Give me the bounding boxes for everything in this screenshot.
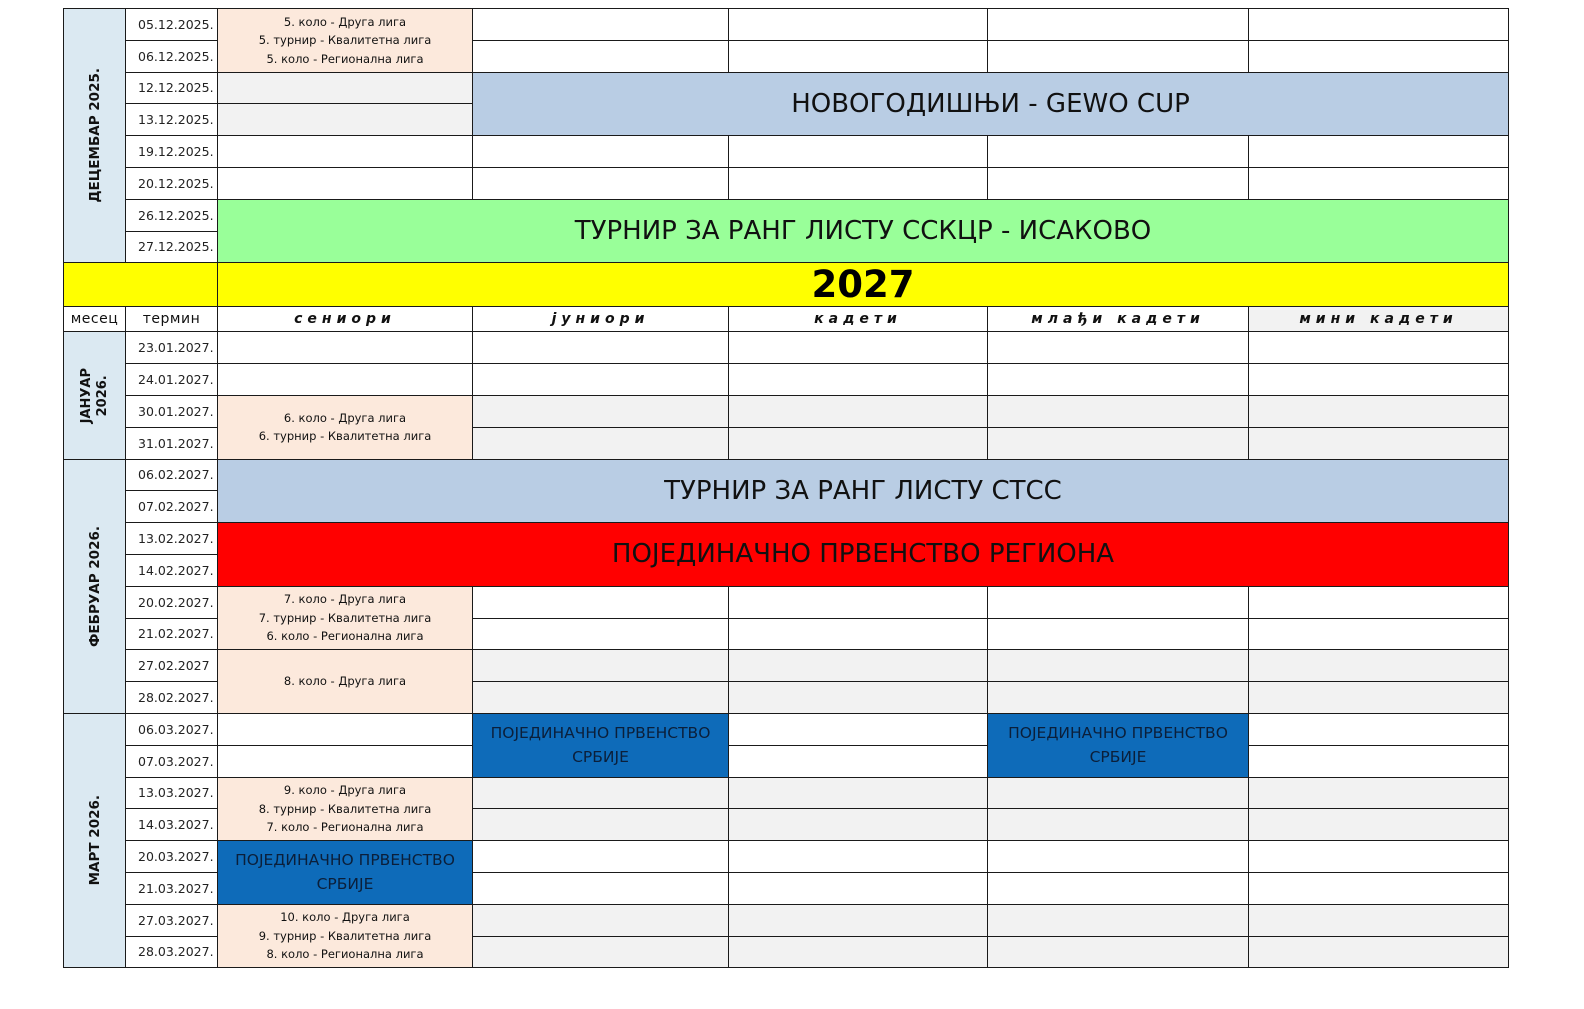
cell — [473, 841, 729, 873]
event-line: ПОЈЕДИНАЧНО ПРВЕНСТВО — [490, 724, 711, 743]
cell — [473, 904, 729, 936]
date-cell: 13.02.2027. — [126, 523, 218, 555]
cell — [988, 427, 1249, 459]
league-line: 9. турнир - Квалитетна лига — [258, 928, 432, 943]
cell — [729, 167, 988, 199]
table-row — [64, 904, 1509, 936]
cell — [473, 167, 729, 199]
cell — [1249, 936, 1509, 968]
month-cell-feb2026 — [64, 459, 126, 713]
cell — [1249, 618, 1509, 650]
cell — [1249, 745, 1509, 777]
date-cell: 26.12.2025. — [126, 199, 218, 231]
table-row — [64, 841, 1509, 873]
month-label-line: ЈАНУАР — [78, 367, 94, 424]
cell — [1249, 427, 1509, 459]
date-cell: 27.02.2027 — [126, 650, 218, 682]
date-cell: 20.02.2027. — [126, 586, 218, 618]
schedule-table — [63, 8, 1509, 968]
date-cell: 23.01.2027. — [126, 332, 218, 364]
cell — [988, 904, 1249, 936]
month-cell-mar2026 — [64, 713, 126, 967]
cell — [988, 872, 1249, 904]
cell — [1249, 136, 1509, 168]
league-cell — [218, 586, 473, 650]
date-cell: 31.01.2027. — [126, 427, 218, 459]
cell — [1249, 809, 1509, 841]
cell — [218, 713, 473, 745]
date-cell: 13.03.2027. — [126, 777, 218, 809]
date-cell: 06.03.2027. — [126, 713, 218, 745]
league-line: 7. коло - Друга лига — [283, 592, 407, 607]
date-cell: 24.01.2027. — [126, 364, 218, 396]
cell — [1249, 872, 1509, 904]
cell — [1249, 713, 1509, 745]
league-line: 10. коло - Друга лига — [280, 910, 410, 925]
month-label: ФЕБРУАР 2026. — [86, 525, 103, 647]
table-row — [64, 713, 1509, 745]
date-cell: 27.12.2025. — [126, 231, 218, 263]
cell — [729, 745, 988, 777]
month-label — [79, 368, 111, 423]
cell — [988, 809, 1249, 841]
date-cell: 14.02.2027. — [126, 554, 218, 586]
league-line: 5. коло - Регионална лига — [266, 51, 424, 66]
event-line: СРБИЈЕ — [1089, 748, 1147, 767]
cell — [473, 9, 729, 41]
cell — [473, 936, 729, 968]
month-label-line: 2026. — [94, 374, 110, 417]
event-line: СРБИЈЕ — [572, 748, 629, 767]
date-cell: 20.03.2027. — [126, 841, 218, 873]
cell — [218, 167, 473, 199]
event-line: ПОЈЕДИНАЧНО ПРВЕНСТВО — [235, 851, 455, 870]
cell — [988, 841, 1249, 873]
header-young-cadets: млађи кадети — [988, 307, 1249, 332]
date-cell: 27.03.2027. — [126, 904, 218, 936]
event-line: СРБИЈЕ — [316, 875, 374, 894]
cell — [729, 136, 988, 168]
date-cell: 19.12.2025. — [126, 136, 218, 168]
date-cell: 14.03.2027. — [126, 809, 218, 841]
month-cell-jan2026 — [64, 332, 126, 459]
cell — [988, 777, 1249, 809]
table-row — [64, 459, 1509, 491]
cell — [1249, 682, 1509, 714]
cell — [473, 40, 729, 72]
cell — [988, 618, 1249, 650]
date-cell: 06.12.2025. — [126, 40, 218, 72]
league-line: 6. коло - Регионална лига — [266, 629, 424, 644]
cell — [473, 777, 729, 809]
league-line: 8. турнир - Квалитетна лига — [258, 801, 432, 816]
header-cadets: кадети — [729, 307, 988, 332]
date-cell: 21.03.2027. — [126, 872, 218, 904]
cell — [729, 713, 988, 745]
table-row — [64, 364, 1509, 396]
league-line: 7. коло - Регионална лига — [266, 820, 424, 835]
header-juniors: јуниори — [473, 307, 729, 332]
cell — [473, 618, 729, 650]
date-cell: 28.02.2027. — [126, 682, 218, 714]
cell — [218, 745, 473, 777]
cell — [473, 395, 729, 427]
month-label: ДЕЦЕМБАР 2025. — [86, 68, 103, 203]
header-row — [64, 307, 1509, 332]
schedule-sheet — [63, 8, 1508, 993]
header-seniors: сениори — [218, 307, 473, 332]
league-cell — [218, 9, 473, 73]
cell — [729, 9, 988, 41]
cell — [729, 586, 988, 618]
cell — [1249, 841, 1509, 873]
cell — [988, 9, 1249, 41]
cell — [988, 136, 1249, 168]
cell — [218, 104, 473, 136]
league-line: 8. коло - Регионална лига — [266, 947, 424, 962]
event-serbia-championship-young-cadets — [988, 713, 1249, 777]
event-new-year-cup: НОВОГОДИШЊИ - GEWO CUP — [473, 72, 1509, 136]
cell — [729, 682, 988, 714]
year-row — [64, 263, 1509, 307]
event-serbia-championship-seniors — [218, 841, 473, 905]
cell — [729, 364, 988, 396]
date-cell: 28.03.2027. — [126, 936, 218, 968]
league-line: 5. коло - Друга лига — [283, 14, 407, 29]
cell — [729, 40, 988, 72]
league-line: 6. турнир - Квалитетна лига — [258, 429, 432, 444]
date-cell: 07.02.2027. — [126, 491, 218, 523]
league-line: 9. коло - Друга лига — [283, 783, 407, 798]
table-row — [64, 586, 1509, 618]
date-cell: 12.12.2025. — [126, 72, 218, 104]
cell — [218, 72, 473, 104]
cell — [988, 586, 1249, 618]
cell — [473, 427, 729, 459]
date-cell: 06.02.2027. — [126, 459, 218, 491]
league-line: 5. турнир - Квалитетна лига — [258, 33, 432, 48]
cell — [729, 809, 988, 841]
cell — [729, 936, 988, 968]
cell — [218, 136, 473, 168]
cell — [473, 364, 729, 396]
year-title: 2027 — [218, 263, 1509, 307]
cell — [1249, 167, 1509, 199]
table-row — [64, 777, 1509, 809]
cell — [1249, 586, 1509, 618]
month-label: МАРТ 2026. — [86, 795, 103, 886]
event-line: ПОЈЕДИНАЧНО ПРВЕНСТВО — [1008, 724, 1228, 743]
cell — [988, 395, 1249, 427]
cell — [729, 395, 988, 427]
table-row — [64, 9, 1509, 41]
cell — [1249, 9, 1509, 41]
cell — [988, 364, 1249, 396]
cell — [1249, 650, 1509, 682]
cell — [988, 332, 1249, 364]
month-cell-dec2025 — [64, 9, 126, 263]
cell — [218, 364, 473, 396]
league-cell — [218, 777, 473, 841]
cell — [1249, 904, 1509, 936]
cell — [1249, 40, 1509, 72]
cell — [729, 872, 988, 904]
cell — [473, 332, 729, 364]
league-line: 7. турнир - Квалитетна лига — [258, 610, 432, 625]
cell — [473, 682, 729, 714]
table-row — [64, 523, 1509, 555]
year-left-cell — [64, 263, 218, 307]
league-cell — [218, 650, 473, 714]
table-row — [64, 72, 1509, 104]
table-row — [64, 332, 1509, 364]
cell — [1249, 777, 1509, 809]
table-row — [64, 136, 1509, 168]
league-line: 8. коло - Друга лига — [283, 674, 407, 689]
cell — [473, 650, 729, 682]
cell — [729, 332, 988, 364]
cell — [729, 777, 988, 809]
date-cell: 13.12.2025. — [126, 104, 218, 136]
date-cell: 05.12.2025. — [126, 9, 218, 41]
cell — [988, 936, 1249, 968]
cell — [218, 332, 473, 364]
cell — [729, 618, 988, 650]
cell — [473, 136, 729, 168]
header-mini-cadets: мини кадети — [1249, 307, 1509, 332]
cell — [988, 682, 1249, 714]
cell — [1249, 364, 1509, 396]
event-regional-championship: ПОЈЕДИНАЧНО ПРВЕНСТВО РЕГИОНА — [218, 523, 1509, 587]
header-month: месец — [64, 307, 126, 332]
event-serbia-championship-juniors — [473, 713, 729, 777]
cell — [729, 650, 988, 682]
date-cell: 21.02.2027. — [126, 618, 218, 650]
cell — [988, 650, 1249, 682]
cell — [729, 841, 988, 873]
date-cell: 20.12.2025. — [126, 167, 218, 199]
table-row — [64, 650, 1509, 682]
date-cell: 30.01.2027. — [126, 395, 218, 427]
event-ranking-stss: ТУРНИР ЗА РАНГ ЛИСТУ СТСС — [218, 459, 1509, 523]
table-row — [64, 199, 1509, 231]
cell — [473, 809, 729, 841]
cell — [473, 872, 729, 904]
cell — [1249, 395, 1509, 427]
league-cell — [218, 904, 473, 968]
league-cell — [218, 395, 473, 459]
cell — [988, 167, 1249, 199]
header-term: термин — [126, 307, 218, 332]
table-row — [64, 167, 1509, 199]
cell — [473, 586, 729, 618]
table-row — [64, 395, 1509, 427]
cell — [729, 904, 988, 936]
event-ranking-ssktsr: ТУРНИР ЗА РАНГ ЛИСТУ ССКЦР - ИСАКОВО — [218, 199, 1509, 263]
cell — [1249, 332, 1509, 364]
cell — [729, 427, 988, 459]
cell — [988, 40, 1249, 72]
date-cell: 07.03.2027. — [126, 745, 218, 777]
league-line: 6. коло - Друга лига — [283, 410, 407, 425]
table-row — [64, 745, 1509, 777]
